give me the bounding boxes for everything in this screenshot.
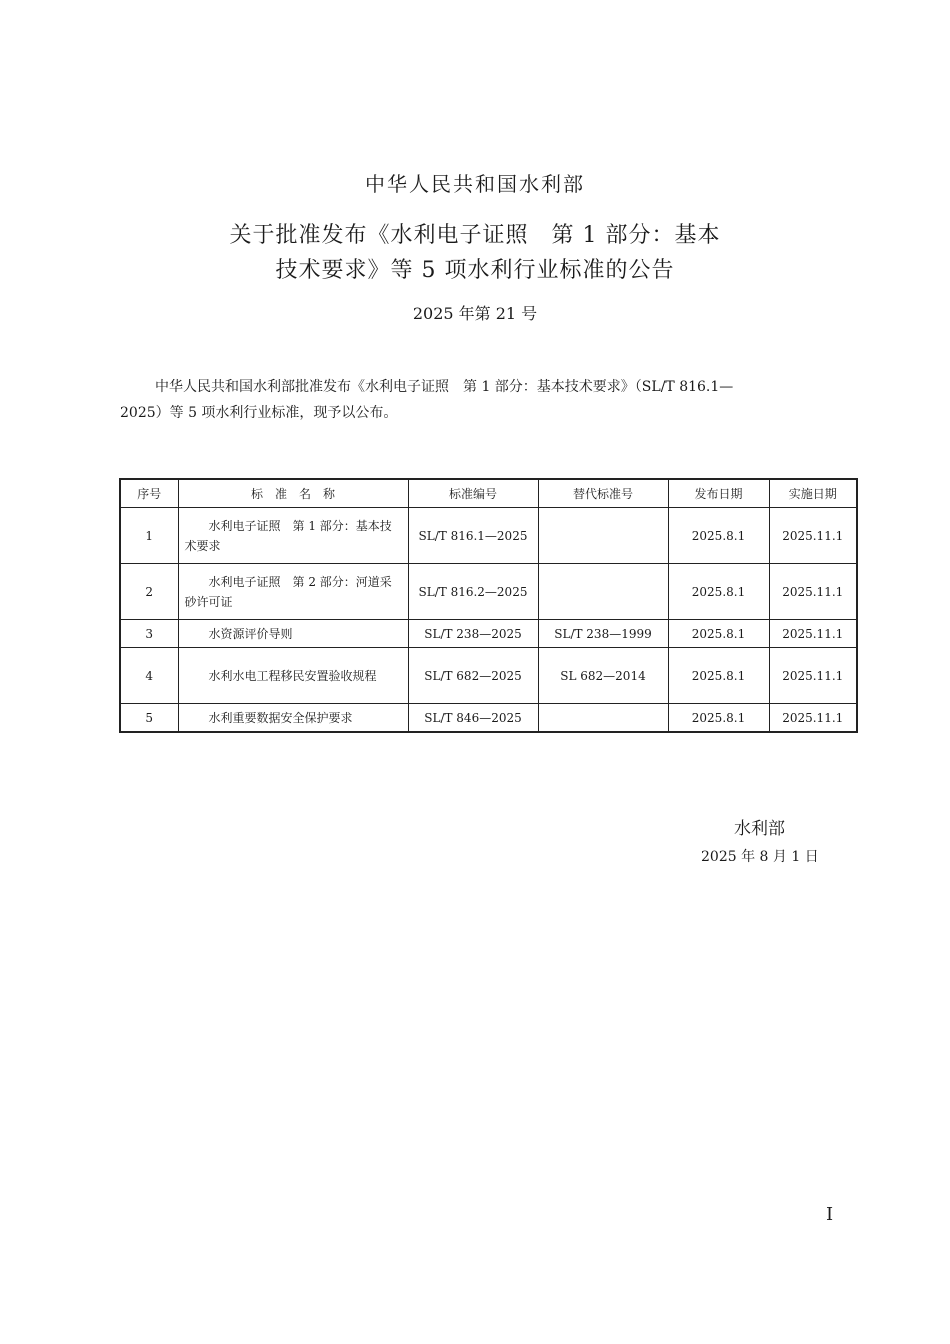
header-replaces: 替代标准号 — [538, 479, 668, 508]
table-row — [120, 704, 857, 733]
body-paragraph-line-2: 2025）等 5 项水利行业标准，现予以公布。 — [120, 405, 398, 421]
header-code: 标准编号 — [408, 479, 538, 508]
header-no: 序号 — [120, 479, 178, 508]
page-number: I — [826, 1204, 834, 1225]
cell-effective-date: 2025.11.1 — [769, 704, 857, 733]
header-name: 标 准 名 称 — [178, 479, 408, 508]
cell-code: SL/T 682—2025 — [408, 648, 538, 704]
table-row — [120, 564, 857, 620]
cell-publish-date: 2025.8.1 — [668, 508, 769, 564]
cell-code: SL/T 816.2—2025 — [408, 564, 538, 620]
signature-date: 2025 年 8 月 1 日 — [701, 849, 819, 865]
cell-effective-date: 2025.11.1 — [769, 648, 857, 704]
cell-no: 4 — [120, 648, 178, 704]
table-row — [120, 508, 857, 564]
cell-replaces — [538, 704, 668, 733]
cell-name: 水资源评价导则 — [178, 620, 408, 648]
cell-publish-date: 2025.8.1 — [668, 564, 769, 620]
body-paragraph-line-1: 中华人民共和国水利部批准发布《水利电子证照 第 1 部分：基本技术要求》（SL/T 816.1— — [155, 379, 734, 395]
cell-publish-date: 2025.8.1 — [668, 620, 769, 648]
cell-effective-date: 2025.11.1 — [769, 564, 857, 620]
cell-code: SL/T 238—2025 — [408, 620, 538, 648]
cell-publish-date: 2025.8.1 — [668, 704, 769, 733]
cell-publish-date: 2025.8.1 — [668, 648, 769, 704]
cell-name: 水利电子证照 第 2 部分：河道采砂许可证 — [178, 564, 408, 620]
cell-name: 水利水电工程移民安置验收规程 — [178, 648, 408, 704]
announcement-title-line-1: 关于批准发布《水利电子证照 第 1 部分：基本 — [229, 223, 721, 248]
cell-code: SL/T 846—2025 — [408, 704, 538, 733]
cell-no: 3 — [120, 620, 178, 648]
cell-effective-date: 2025.11.1 — [769, 620, 857, 648]
document-number: 2025 年第 21 号 — [412, 304, 538, 323]
cell-replaces: SL 682—2014 — [538, 648, 668, 704]
cell-replaces — [538, 564, 668, 620]
cell-name: 水利重要数据安全保护要求 — [178, 704, 408, 733]
table-row — [120, 648, 857, 704]
cell-code: SL/T 816.1—2025 — [408, 508, 538, 564]
header-effective-date: 实施日期 — [769, 479, 857, 508]
standards-table — [119, 478, 858, 733]
table-header-row — [120, 479, 857, 508]
header-publish-date: 发布日期 — [668, 479, 769, 508]
cell-effective-date: 2025.11.1 — [769, 508, 857, 564]
cell-replaces: SL/T 238—1999 — [538, 620, 668, 648]
cell-name: 水利电子证照 第 1 部分：基本技术要求 — [178, 508, 408, 564]
issuing-ministry: 中华人民共和国水利部 — [365, 172, 585, 196]
cell-no: 2 — [120, 564, 178, 620]
signature-organization: 水利部 — [734, 819, 785, 839]
cell-no: 1 — [120, 508, 178, 564]
cell-replaces — [538, 508, 668, 564]
table-row — [120, 620, 857, 648]
announcement-title-line-2: 技术要求》等 5 项水利行业标准的公告 — [275, 258, 675, 283]
cell-no: 5 — [120, 704, 178, 733]
